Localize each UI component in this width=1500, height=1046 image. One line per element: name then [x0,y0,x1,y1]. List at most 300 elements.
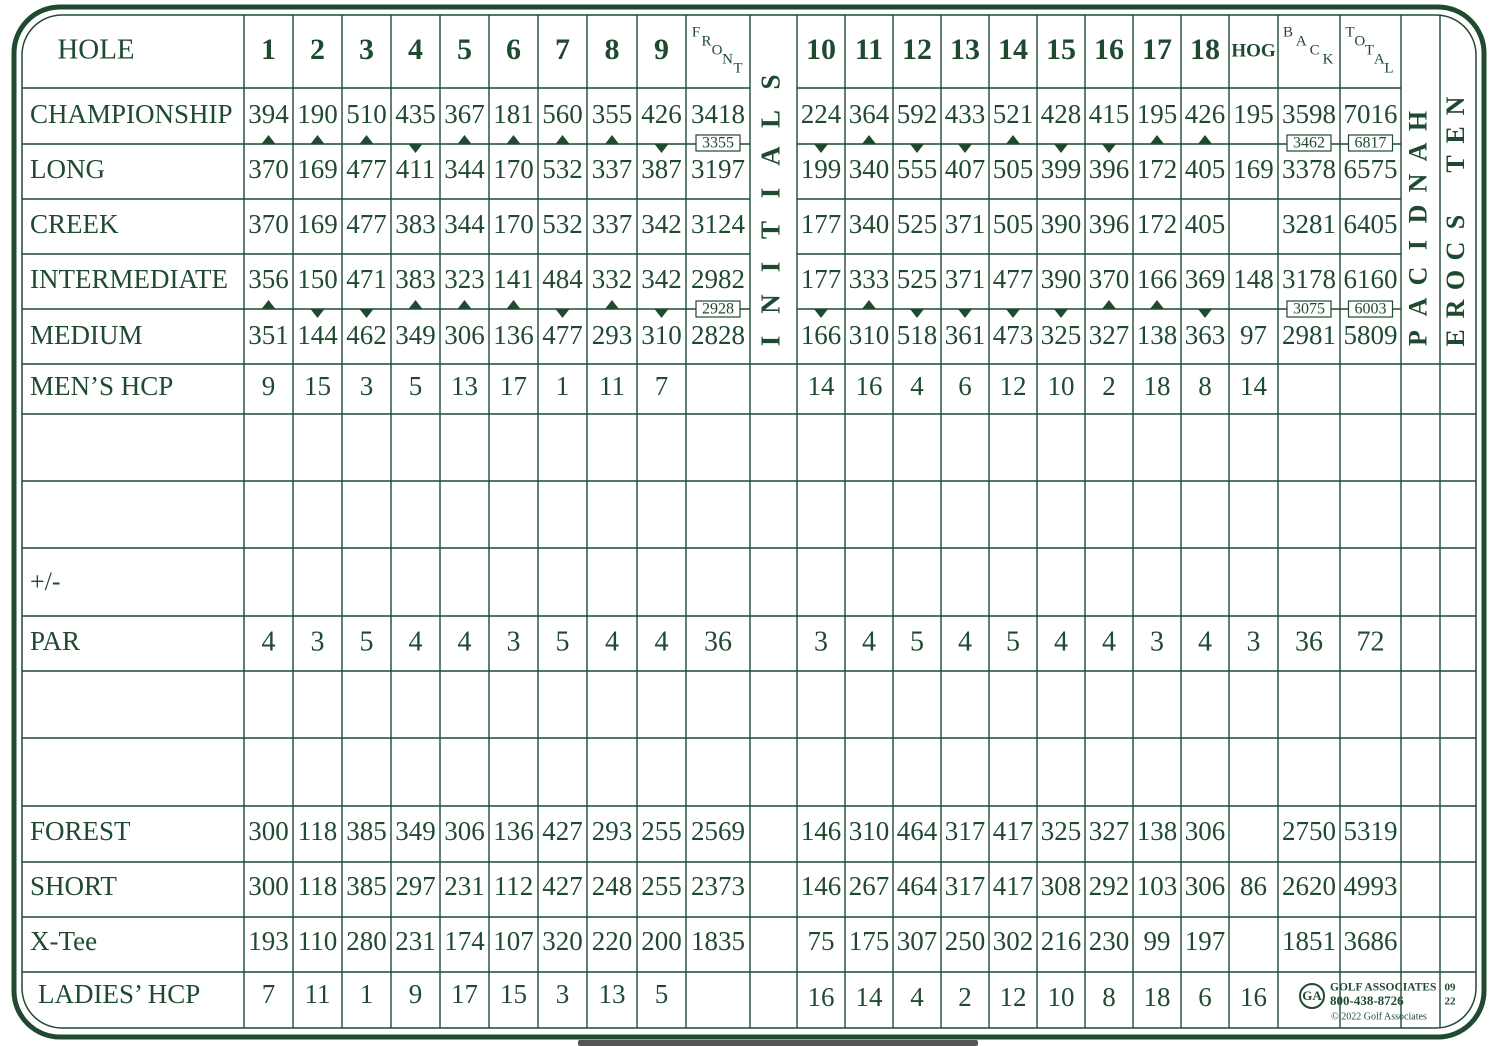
mens-hcp-value: 15 [304,371,331,402]
yardage: 370 [1088,264,1130,295]
grand-total: 6575 [1343,154,1398,185]
ladies-hcp-value: 14 [855,982,883,1013]
initials-letter: L [755,109,786,129]
row-label: FOREST [30,816,131,847]
yardage: 427 [542,816,583,847]
yardage: 327 [1088,816,1130,847]
yardage: 302 [992,926,1034,957]
mens-hcp-value: 18 [1143,371,1171,402]
yardage: 166 [1136,264,1178,295]
back-header-letter: B [1282,24,1294,41]
row-label: CHAMPIONSHIP [30,99,233,130]
total-combo-box: 6817 [1354,134,1387,152]
par-value: 4 [862,626,876,658]
logo-mark: GA [1302,987,1322,1003]
yardage: 220 [591,926,633,957]
hole-number: 2 [310,32,325,66]
yardage: 190 [297,99,338,130]
yardage: 181 [493,99,534,130]
mens-hcp-value: 1 [555,371,570,402]
hole-header: HOLE [57,33,135,66]
yardage: 340 [848,209,890,240]
yardage: 323 [444,264,485,295]
hole-number: 1 [261,32,276,66]
yardage: 310 [641,320,682,351]
ladies-hcp-value: 17 [451,979,478,1010]
front-header-letter: T [733,60,743,77]
yardage: 477 [346,154,387,185]
yardage: 349 [395,320,436,351]
handicap-column-label-letter: H [1403,110,1433,132]
yardage: 367 [444,99,485,130]
handicap-column-label-letter: I [1403,239,1433,251]
yardage: 320 [542,926,583,957]
yardage: 435 [395,99,436,130]
yardage: 427 [542,871,583,902]
yardage: 195 [1136,99,1178,130]
ladies-hcp-value: 10 [1047,982,1075,1013]
ladies-hcp-value: 13 [598,979,626,1010]
total-header-letter: A [1373,51,1385,68]
yardage: 308 [1040,871,1082,902]
yardage: 248 [591,871,633,902]
initials-letter: A [755,146,786,166]
total-combo-box: 6003 [1354,300,1387,318]
hole-number: 13 [950,32,980,66]
yardage: 112 [493,871,534,902]
par-value: 4 [605,626,619,658]
initials-letter: I [755,261,786,273]
grand-total: 5809 [1343,320,1398,351]
plus-minus-label: +/- [30,566,61,596]
handicap-column-label-letter: A [1403,142,1433,162]
ladies-hcp-value: 4 [910,982,924,1013]
yardage: 280 [346,926,387,957]
copyright-text: © 2022 Golf Associates [1331,1011,1427,1023]
initials-letter: N [755,294,786,314]
yardage: 385 [346,816,387,847]
front-total: 2373 [691,871,745,902]
yardage: 172 [1136,209,1178,240]
yardage: 394 [248,99,289,130]
yardage: 505 [992,154,1034,185]
hog-yardage: 195 [1233,99,1274,130]
yardage: 230 [1088,926,1130,957]
par-value: 4 [457,626,472,658]
yardage: 306 [444,320,485,351]
hole-number: 4 [408,32,423,66]
yardage: 390 [1040,264,1082,295]
yardage: 344 [444,209,485,240]
yardage: 317 [944,871,986,902]
hole-number: 10 [806,32,836,66]
par-value: 3 [814,626,828,658]
yardage: 141 [493,264,534,295]
mens-hcp-value: 7 [654,371,669,402]
mens-hcp-value: 14 [807,371,835,402]
yardage: 310 [848,320,890,351]
yardage: 169 [297,154,338,185]
yardage: 107 [493,926,534,957]
grand-total: 6405 [1343,209,1398,240]
total-header-letter: T [1364,42,1375,59]
ladies-hcp-value: 2 [958,982,972,1013]
net-score-column-label-letter: R [1440,299,1470,319]
grand-total: 7016 [1343,99,1398,130]
handicap-column-label-letter: N [1403,173,1433,193]
mens-hcp-value: 8 [1198,371,1212,402]
yardage: 473 [992,320,1034,351]
mens-hcp-value: 16 [855,371,883,402]
mens-hcp-label: MEN’S HCP [30,371,174,402]
grand-total: 5319 [1343,816,1398,847]
yardage: 433 [944,99,986,130]
hole-number: 14 [998,32,1028,66]
par-hog: 3 [1246,626,1261,658]
yardage: 462 [346,320,387,351]
par-total: 72 [1356,626,1385,658]
yardage: 371 [944,209,986,240]
yardage: 477 [346,209,387,240]
hole-number: 15 [1046,32,1076,66]
yardage: 342 [641,209,682,240]
row-label: MEDIUM [30,320,143,351]
yardage: 103 [1136,871,1178,902]
yardage: 532 [542,209,583,240]
hog-header: HOG [1231,40,1276,62]
mens-hcp-value: 5 [408,371,423,402]
front-header-letter: O [711,42,723,59]
yardage: 525 [896,264,938,295]
grand-total: 4993 [1343,871,1398,902]
yardage: 407 [944,154,986,185]
company-phone: 800-438-8726 [1330,992,1404,1008]
yardage: 300 [248,816,289,847]
net-score-column-label-letter: S [1440,214,1470,230]
yardage: 340 [848,154,890,185]
yardage: 364 [848,99,890,130]
yardage: 306 [1184,871,1226,902]
yardage: 75 [807,926,835,957]
par-value: 5 [910,626,924,658]
yardage: 99 [1143,926,1171,957]
yardage: 471 [346,264,387,295]
yardage: 510 [346,99,387,130]
hole-number: 18 [1190,32,1220,66]
yardage: 332 [591,264,633,295]
mens-hcp-value: 4 [910,371,924,402]
back-combo-box: 3462 [1293,134,1325,152]
yardage: 505 [992,209,1034,240]
yardage: 216 [1040,926,1082,957]
mens-hcp-value: 11 [599,371,625,402]
par-value: 4 [1054,626,1068,658]
mens-hcp-hog: 14 [1240,371,1267,402]
hole-number: 11 [854,32,884,66]
yardage: 532 [542,154,583,185]
yardage: 166 [800,320,842,351]
mens-hcp-value: 13 [451,371,478,402]
hole-number: 16 [1094,32,1124,66]
yardage: 560 [542,99,583,130]
yardage: 342 [641,264,682,295]
yardage: 370 [248,154,289,185]
yardage: 385 [346,871,387,902]
yardage: 110 [297,926,338,957]
row-label: CREEK [30,209,119,240]
net-score-column-label-letter: E [1440,126,1470,144]
back-total: 3378 [1282,154,1336,185]
mens-hcp-value: 12 [999,371,1027,402]
yardage: 250 [944,926,986,957]
yardage: 136 [493,320,534,351]
mens-hcp-value: 17 [500,371,527,402]
yardage: 383 [395,209,436,240]
par-value: 3 [310,626,325,658]
row-label: X-Tee [30,926,98,957]
par-value: 5 [1006,626,1020,658]
hole-number: 8 [604,32,620,66]
yardage: 172 [1136,154,1178,185]
hole-number: 6 [506,32,521,66]
yardage: 300 [248,871,289,902]
front-total: 2569 [691,816,745,847]
net-score-column-label [1441,96,1470,346]
yardage: 292 [1088,871,1130,902]
hog-yardage: 86 [1240,871,1267,902]
hole-number: 7 [555,32,570,66]
yardage: 170 [493,209,534,240]
ladies-hcp-hog: 16 [1240,982,1267,1013]
grand-total: 3686 [1343,926,1398,957]
yardage: 136 [493,816,534,847]
par-value: 4 [261,626,276,658]
hole-number: 9 [654,32,669,66]
back-total: 3281 [1282,209,1336,240]
hole-number: 5 [457,32,472,66]
yardage: 174 [444,926,485,957]
yardage: 138 [1136,320,1178,351]
ladies-hcp-value: 11 [304,979,331,1010]
net-score-column-label-letter: N [1440,96,1470,116]
front-header-letter: R [701,33,712,50]
row-label: INTERMEDIATE [30,264,228,295]
yardage: 170 [493,154,534,185]
yardage: 118 [297,816,338,847]
back-total: 2620 [1282,871,1336,902]
yardage: 337 [591,209,633,240]
front-total: 1835 [691,926,745,957]
yardage: 426 [1184,99,1226,130]
yardage: 399 [1040,154,1082,185]
yardage: 306 [1184,816,1226,847]
yardage: 307 [896,926,938,957]
yardage: 484 [542,264,583,295]
yardage: 325 [1040,816,1082,847]
par-value: 4 [408,626,423,658]
yardage: 417 [992,871,1034,902]
yardage: 177 [800,209,842,240]
net-score-column-label-letter: O [1440,269,1470,291]
yardage: 383 [395,264,436,295]
print-code-bottom: 22 [1444,995,1456,1008]
ladies-hcp-value: 15 [500,979,527,1010]
back-header-letter: A [1295,33,1307,50]
yardage: 369 [1184,264,1226,295]
yardage: 337 [591,154,633,185]
par-value: 4 [1102,626,1116,658]
yardage: 146 [800,871,842,902]
back-header-letter: K [1322,51,1334,68]
yardage: 428 [1040,99,1082,130]
mens-hcp-value: 3 [359,371,374,402]
ladies-hcp-value: 9 [408,979,423,1010]
initials-letter: S [755,74,786,90]
yardage: 177 [800,264,842,295]
mens-hcp-value: 2 [1102,371,1116,402]
yardage: 118 [297,871,338,902]
row-label: LONG [30,154,105,185]
yardage: 325 [1040,320,1082,351]
yardage: 426 [641,99,682,130]
total-header-letter: O [1354,33,1366,50]
yardage: 306 [444,816,485,847]
yardage: 333 [848,264,890,295]
yardage: 310 [848,816,890,847]
yardage: 138 [1136,816,1178,847]
yardage: 361 [944,320,986,351]
hog-yardage: 148 [1233,264,1274,295]
initials-letter: I [755,335,786,347]
yardage: 293 [591,320,633,351]
ladies-hcp-value: 3 [555,979,570,1010]
yardage: 518 [896,320,938,351]
yardage: 175 [848,926,890,957]
hole-number: 3 [359,32,374,66]
yardage: 317 [944,816,986,847]
back-total: 2750 [1282,816,1336,847]
par-value: 5 [555,626,570,658]
yardage: 356 [248,264,289,295]
front-total: 3197 [691,154,745,185]
net-score-column-label-letter: E [1440,329,1470,347]
yardage: 200 [641,926,682,957]
back-header-letter: C [1309,42,1320,59]
mens-hcp-value: 9 [261,371,276,402]
yardage: 255 [641,816,682,847]
yardage: 464 [896,871,938,902]
yardage: 415 [1088,99,1130,130]
mens-hcp-value: 10 [1047,371,1075,402]
yardage: 417 [992,816,1034,847]
ladies-hcp-value: 1 [359,979,374,1010]
par-value: 4 [1198,626,1212,658]
yardage: 255 [641,871,682,902]
yardage: 267 [848,871,890,902]
handicap-column-label-letter: C [1403,266,1433,286]
yardage: 396 [1088,209,1130,240]
back-combo-box: 3075 [1293,300,1325,318]
hog-yardage: 97 [1240,320,1267,351]
handicap-column-label-letter: D [1403,204,1433,224]
handicap-column-label-letter: A [1403,297,1433,317]
yardage: 144 [297,320,338,351]
grand-total: 6160 [1343,264,1398,295]
yardage: 197 [1184,926,1226,957]
back-total: 3598 [1282,99,1336,130]
yardage: 477 [542,320,583,351]
yardage: 193 [248,926,289,957]
yardage: 387 [641,154,682,185]
par-value: 3 [1150,626,1164,658]
yardage: 390 [1040,209,1082,240]
yardage: 370 [248,209,289,240]
yardage: 150 [297,264,338,295]
yardage: 344 [444,154,485,185]
total-header-letter: L [1384,60,1394,77]
yardage: 231 [395,926,436,957]
yardage: 477 [992,264,1034,295]
front-total: 3124 [691,209,745,240]
ladies-hcp-label: LADIES’ HCP [38,979,201,1010]
row-label: SHORT [30,871,117,902]
ladies-hcp-value: 8 [1102,982,1116,1013]
yardage: 293 [591,816,633,847]
front-header-letter: N [722,51,733,68]
net-score-column-label-letter: C [1440,241,1470,261]
print-code-top: 09 [1444,981,1456,994]
hole-number: 17 [1142,32,1172,66]
ladies-hcp-value: 6 [1198,982,1212,1013]
yardage: 405 [1184,154,1226,185]
par-value: 4 [654,626,669,658]
yardage: 555 [896,154,938,185]
yardage: 592 [896,99,938,130]
yardage: 355 [591,99,633,130]
par-label: PAR [30,626,81,657]
ladies-hcp-value: 18 [1143,982,1171,1013]
initials-letter: T [755,220,786,240]
yardage: 464 [896,816,938,847]
hole-number: 12 [902,32,932,66]
company-name: GOLF ASSOCIATES [1330,981,1437,994]
total-header-letter: T [1345,24,1355,41]
front-total: 2828 [691,320,745,351]
back-total: 1851 [1282,926,1336,957]
back-total: 2981 [1282,320,1336,351]
par-value: 5 [359,626,374,658]
yardage: 146 [800,816,842,847]
yardage: 224 [800,99,842,130]
initials-letter: I [755,187,786,199]
par-value: 4 [958,626,972,658]
yardage: 411 [395,154,436,185]
front-combo-box: 3355 [702,134,734,152]
yardage: 525 [896,209,938,240]
handicap-column-label-letter: P [1403,330,1433,346]
front-combo-box: 2928 [702,300,734,318]
yardage: 169 [297,209,338,240]
yardage: 231 [444,871,485,902]
yardage: 371 [944,264,986,295]
yardage: 521 [992,99,1034,130]
yardage: 363 [1184,320,1226,351]
yardage: 297 [395,871,436,902]
yardage: 351 [248,320,289,351]
yardage: 405 [1184,209,1226,240]
scrollbar-handle [578,1040,978,1046]
hog-yardage: 169 [1233,154,1274,185]
